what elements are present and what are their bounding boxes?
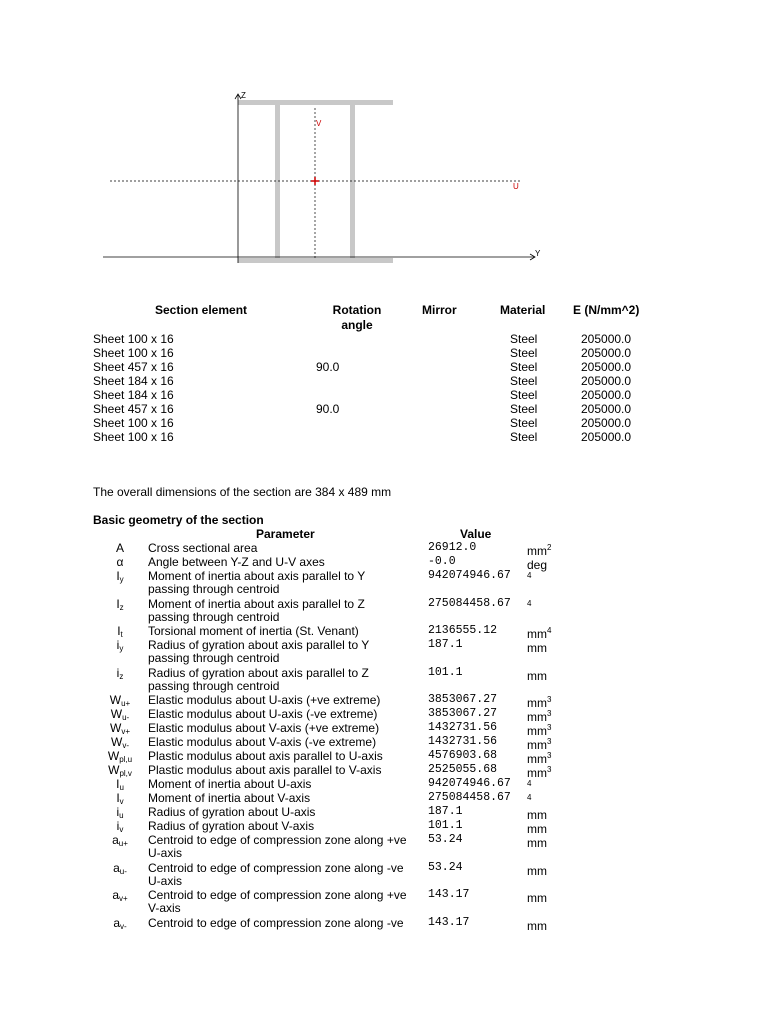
parameter-description: Radius of gyration about U-axis	[148, 805, 316, 819]
symbol-base: a	[112, 888, 119, 902]
rotation-cell: 90.0	[316, 360, 340, 374]
parameter-description: Centroid to edge of compression zone along -ve	[148, 915, 404, 930]
left-web-plate	[275, 105, 280, 258]
parameter-symbol	[100, 833, 140, 851]
symbol-subscript: z	[119, 671, 124, 681]
material-cell: Steel	[510, 360, 538, 374]
parameter-value: 143.17	[428, 915, 470, 929]
unit-base: mm	[527, 918, 547, 933]
parameter-value: 3853067.27	[428, 693, 498, 706]
symbol-base: a	[112, 833, 119, 847]
parameter-value: 143.17	[428, 888, 470, 901]
parameter-value: 1432731.56	[428, 721, 498, 734]
symbol-subscript: v-	[122, 741, 129, 750]
parameter-value: 3853067.27	[428, 707, 498, 720]
element-cell: Sheet 100 x 16	[93, 332, 174, 346]
symbol-subscript: v+	[121, 727, 130, 736]
unit-exponent: 3	[547, 765, 552, 774]
parameter-description: Moment of inertia about V-axis	[148, 791, 311, 805]
parameter-description: Centroid to edge of compression zone along +ve	[148, 888, 407, 902]
parameter-value: 101.1	[428, 665, 463, 679]
unit-base: mm	[527, 863, 547, 878]
material-cell: Steel	[510, 346, 538, 360]
unit-exponent: 3	[547, 709, 552, 718]
symbol-subscript: pl,v	[119, 769, 132, 778]
symbol-base: I	[116, 596, 120, 611]
unit-base: mm	[527, 627, 547, 641]
unit-exponent: 4	[527, 598, 532, 608]
parameter-unit	[527, 666, 547, 683]
unit-base: mm	[527, 641, 547, 655]
unit-base: mm	[527, 766, 547, 780]
parameter-symbol	[100, 597, 140, 615]
e-modulus-cell: 205000.0	[581, 402, 632, 416]
u-axis-label: U	[513, 182, 519, 191]
rotation-cell: 90.0	[316, 402, 340, 416]
parameter-symbol	[100, 638, 140, 656]
unit-base: mm	[527, 738, 547, 752]
material-cell: Steel	[510, 430, 538, 444]
unit-exponent: 4	[527, 779, 532, 788]
top-right-flange-plate	[352, 100, 393, 105]
symbol-base: I	[116, 777, 120, 791]
unit-base: mm	[527, 710, 547, 724]
unit-base: deg	[527, 558, 548, 572]
parameter-value: 942074946.67	[428, 569, 511, 582]
col-header-section-element: Section element	[155, 303, 248, 317]
e-modulus-cell: 205000.0	[581, 374, 632, 388]
v-axis-label: V	[316, 119, 322, 128]
symbol-base: W	[111, 735, 123, 749]
geometry-col-value: Value	[460, 527, 492, 541]
parameter-description: Radius of gyration about axis parallel to Y	[148, 638, 370, 652]
unit-exponent: 3	[547, 723, 552, 732]
parameter-description-cont: V-axis	[148, 901, 181, 915]
parameter-symbol	[100, 666, 140, 684]
unit-base: mm	[527, 836, 547, 850]
symbol-subscript: u-	[119, 866, 127, 876]
parameter-description: Moment of inertia about U-axis	[148, 777, 312, 791]
parameter-unit	[527, 833, 547, 850]
bottom-flange-plate	[238, 258, 393, 263]
parameter-description: Moment of inertia about axis parallel to Z	[148, 596, 365, 611]
parameter-description: Radius of gyration about axis parallel to Z	[148, 665, 369, 680]
unit-base: mm	[527, 891, 547, 905]
symbol-base: a	[113, 915, 120, 930]
col-header-rotation-angle: angle	[341, 318, 373, 332]
material-cell: Steel	[510, 332, 538, 346]
parameter-unit	[527, 916, 547, 933]
overall-dimensions-text: The overall dimensions of the section are 384 x 489 mm	[93, 485, 392, 499]
unit-exponent: 3	[547, 695, 552, 704]
parameter-value: 4576903.68	[428, 749, 498, 762]
unit-base: mm	[527, 724, 547, 738]
symbol-base: A	[115, 541, 124, 555]
symbol-base: W	[110, 707, 123, 721]
e-modulus-cell: 205000.0	[581, 360, 632, 374]
parameter-description: Moment of inertia about axis parallel to Y	[148, 569, 366, 583]
element-cell: Sheet 457 x 16	[93, 360, 174, 374]
element-cell: Sheet 100 x 16	[93, 416, 174, 430]
col-header-mirror: Mirror	[422, 303, 457, 317]
e-modulus-cell: 205000.0	[581, 416, 632, 430]
symbol-base: I	[116, 569, 120, 583]
parameter-value: 101.1	[428, 819, 463, 832]
parameter-symbol	[100, 916, 140, 934]
parameter-description-cont: passing through centroid	[148, 609, 280, 624]
col-header-rotation: Rotation	[332, 303, 382, 317]
parameter-value: 53.24	[428, 860, 463, 874]
parameter-description-cont: passing through centroid	[148, 651, 280, 665]
parameter-unit	[527, 638, 547, 655]
parameter-symbol	[100, 861, 140, 879]
unit-exponent: 4	[527, 571, 532, 580]
top-left-flange-plate	[238, 100, 278, 105]
symbol-subscript: v-	[120, 921, 127, 931]
material-cell: Steel	[510, 402, 538, 416]
parameter-value: 275084458.67	[428, 596, 511, 610]
parameter-value: 2525055.68	[428, 763, 498, 776]
parameter-unit	[527, 597, 531, 614]
symbol-subscript: y	[119, 575, 124, 584]
material-cell: Steel	[510, 388, 538, 402]
y-axis-label: Y	[535, 249, 541, 258]
symbol-subscript: y	[119, 644, 124, 653]
unit-base: mm	[527, 668, 547, 683]
unit-base: mm	[527, 544, 547, 558]
symbol-base: I	[116, 791, 120, 805]
element-cell: Sheet 184 x 16	[93, 388, 174, 402]
element-cell: Sheet 457 x 16	[93, 402, 174, 416]
symbol-subscript: u+	[118, 839, 128, 848]
symbol-base: W	[108, 763, 120, 777]
parameter-description-cont: passing through centroid	[148, 678, 280, 693]
parameter-value: -0.0	[428, 555, 456, 568]
symbol-base: W	[109, 693, 122, 707]
parameter-unit	[527, 861, 547, 878]
parameter-description: Plastic modulus about axis parallel to V-axis	[148, 763, 382, 777]
symbol-base: i	[116, 665, 120, 680]
symbol-base: a	[113, 860, 120, 875]
material-cell: Steel	[510, 416, 538, 430]
section-diagram	[0, 0, 768, 280]
z-axis-label: Z	[241, 91, 246, 100]
parameter-description: Torsional moment of inertia (St. Venant)	[148, 624, 359, 638]
unit-exponent: 2	[547, 543, 552, 552]
parameter-description: Elastic modulus about V-axis (+ve extreme)	[148, 721, 380, 735]
symbol-base: i	[116, 819, 120, 833]
parameter-description-cont: passing through centroid	[148, 582, 280, 596]
parameter-value: 2136555.12	[428, 624, 498, 637]
parameter-description-cont: U-axis	[148, 873, 183, 888]
e-modulus-cell: 205000.0	[581, 430, 632, 444]
symbol-subscript: z	[119, 602, 124, 612]
parameter-description: Elastic modulus about V-axis (-ve extreme)	[148, 735, 377, 749]
element-cell: Sheet 184 x 16	[93, 374, 174, 388]
symbol-base: i	[116, 638, 120, 652]
parameter-description-cont: U-axis	[148, 846, 183, 860]
e-modulus-cell: 205000.0	[581, 332, 632, 346]
symbol-subscript: u	[119, 811, 124, 820]
parameter-value: 53.24	[428, 833, 463, 846]
right-web-plate	[350, 105, 355, 258]
parameter-description: Elastic modulus about U-axis (-ve extreme)	[148, 707, 378, 721]
unit-base: mm	[527, 752, 547, 766]
parameter-description: Centroid to edge of compression zone along +ve	[148, 833, 407, 847]
parameter-symbol	[100, 569, 140, 587]
geometry-heading: Basic geometry of the section	[93, 513, 264, 527]
parameter-value: 1432731.56	[428, 735, 498, 748]
parameter-value: 187.1	[428, 638, 463, 651]
symbol-subscript: pl,u	[119, 755, 133, 764]
symbol-subscript: t	[120, 630, 123, 639]
unit-exponent: 3	[547, 737, 552, 746]
symbol-base: i	[116, 805, 120, 819]
material-cell: Steel	[510, 374, 538, 388]
symbol-subscript: v	[119, 825, 124, 834]
geometry-col-parameter: Parameter	[256, 527, 315, 541]
symbol-subscript: u-	[122, 713, 130, 722]
top-middle-plate	[275, 100, 355, 105]
col-header-material: Material	[500, 303, 546, 317]
unit-base: mm	[527, 696, 547, 710]
symbol-subscript: u	[119, 783, 124, 792]
symbol-subscript: u+	[121, 699, 131, 708]
element-cell: Sheet 100 x 16	[93, 346, 174, 360]
symbol-subscript: v	[119, 797, 124, 806]
parameter-unit	[527, 888, 547, 905]
symbol-subscript: v+	[119, 894, 128, 903]
symbol-base: α	[116, 555, 124, 569]
parameter-description: Cross sectional area	[148, 541, 258, 555]
col-header-e-modulus: E (N/mm^2)	[573, 303, 640, 317]
parameter-value: 187.1	[428, 805, 463, 818]
parameter-unit	[527, 569, 531, 586]
unit-exponent: 3	[547, 751, 552, 760]
e-modulus-cell: 205000.0	[581, 388, 632, 402]
symbol-base: W	[107, 749, 120, 763]
e-modulus-cell: 205000.0	[581, 346, 632, 360]
parameter-symbol	[100, 888, 140, 906]
parameter-description: Plastic modulus about axis parallel to U-axis	[148, 749, 383, 763]
unit-exponent: 4	[547, 626, 552, 635]
parameter-value: 26912.0	[428, 541, 477, 554]
element-cell: Sheet 100 x 16	[93, 430, 174, 444]
parameter-value: 942074946.67	[428, 777, 511, 790]
parameter-value: 275084458.67	[428, 791, 511, 804]
parameter-description: Centroid to edge of compression zone along -ve	[148, 860, 404, 875]
unit-exponent: 4	[527, 793, 532, 802]
unit-base: mm	[527, 822, 547, 836]
symbol-base: I	[117, 624, 121, 638]
parameter-description: Elastic modulus about U-axis (+ve extreme)	[148, 693, 381, 707]
parameter-description: Angle between Y-Z and U-V axes	[148, 555, 325, 569]
unit-base: mm	[527, 808, 547, 822]
symbol-base: W	[110, 721, 122, 735]
parameter-description: Radius of gyration about V-axis	[148, 819, 315, 833]
